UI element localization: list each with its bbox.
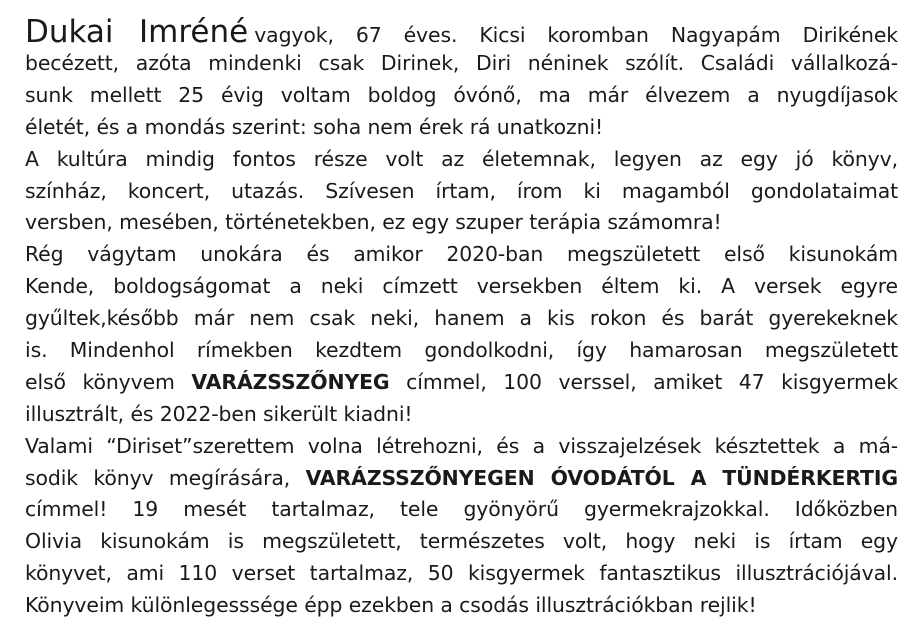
text-line-17: Olivia kisunokám is megszületett, természetes volt, hogy neki is írtam egy — [25, 529, 898, 554]
text-line-14: Valami “Diriset”szerettem volna létrehozni, és a visszajelzések késztettek a má- — [25, 433, 898, 458]
text-line-10: gyűltek,később már nem csak neki, hanem a kis rokon és barát gyerekeknek — [25, 306, 898, 331]
book-title-2: VARÁZSSZŐNYEGEN ÓVODÁTÓL A TÜNDÉRKERTIG — [305, 465, 898, 490]
text-line-9: Kende, boldogságomat a neki címzett versekben éltem ki. A versek egyre — [25, 274, 898, 299]
text-line-7: versben, mesében, történetekben, ez egy szuper terápia számomra! — [25, 210, 722, 235]
author-name: Dukai Imréné — [25, 14, 249, 48]
text-line-15: sodik könyv megírására, VARÁZSSZŐNYEGEN ÓVODÁTÓL A TÜNDÉRKERTIG — [25, 465, 898, 490]
text-line-16: címmel! 19 mesét tartalmaz, tele gyönyörű gyermekrajzokkal. Időközben — [25, 497, 898, 522]
text-line-13: illusztrált, és 2022-ben sikerült kiadni! — [25, 401, 413, 426]
text-line-1: Dukai Imréné vagyok, 67 éves. Kicsi koromban Nagyapám Dirikének — [25, 14, 898, 48]
text-line-12: első könyvem VARÁZSSZŐNYEG címmel, 100 verssel, amiket 47 kisgyermek — [25, 369, 898, 394]
text-line-6: színház, koncert, utazás. Szívesen írtam, írom ki magamból gondolataimat — [25, 178, 898, 203]
text-line-5: A kultúra mindig fontos része volt az életemnak, legyen az egy jó könyv, — [25, 146, 898, 171]
text-line-8: Rég vágytam unokára és amikor 2020-ban megszületett első kisunokám — [25, 242, 898, 267]
book-title-1: VARÁZSSZŐNYEG — [191, 369, 390, 394]
text-line-4: életét, és a mondás szerint: soha nem érek rá unatkozni! — [25, 114, 604, 139]
text-line-18: könyvet, ami 110 verset tartalmaz, 50 kisgyermek fantasztikus illusztrációjával. — [25, 561, 898, 586]
text-line-3: sunk mellett 25 évig voltam boldog óvónő, ma már élvezem a nyugdíjasok — [25, 82, 898, 107]
text-line-19: Könyveim különlegesssége épp ezekben a csodás illusztrációkban rejlik! — [25, 593, 757, 618]
text-line-11: is. Mindenhol rímekben kezdtem gondolkodni, így hamarosan megszületett — [25, 338, 898, 363]
text-line-2: becézett, azóta mindenki csak Dirinek, Diri néninek szólít. Családi vállalkozá- — [25, 51, 898, 75]
